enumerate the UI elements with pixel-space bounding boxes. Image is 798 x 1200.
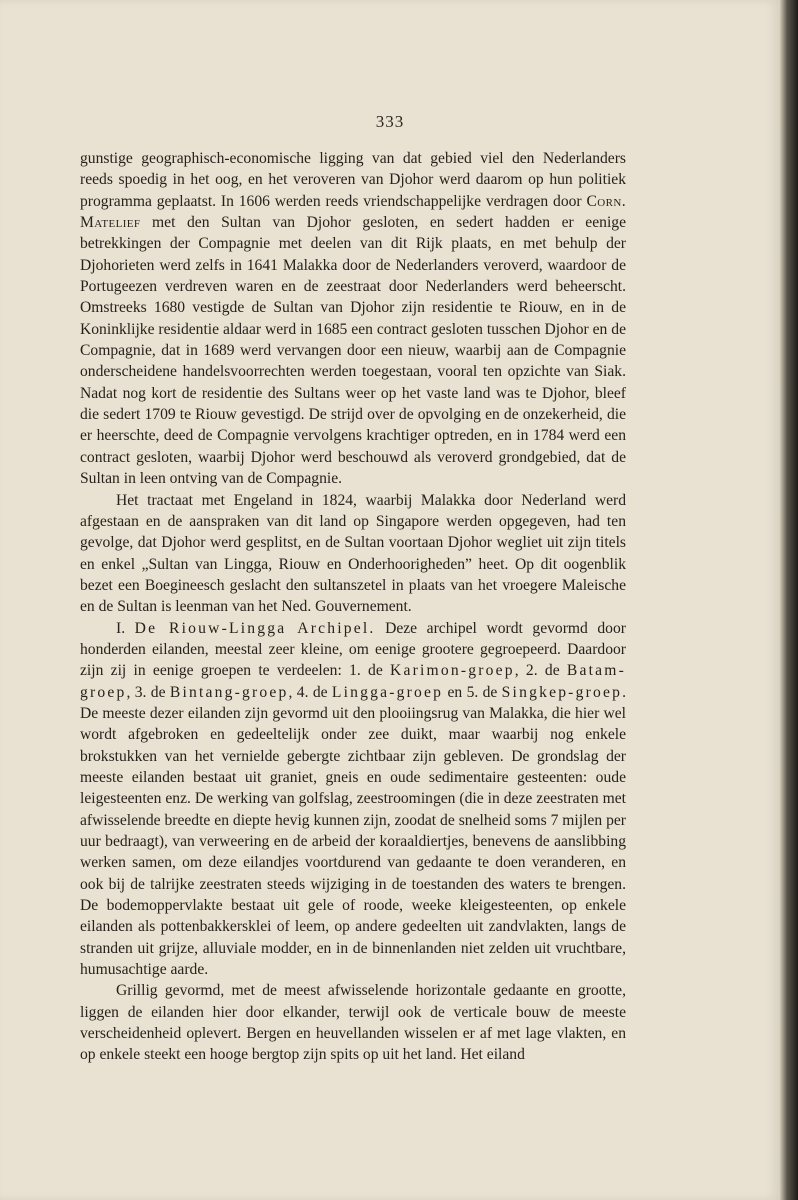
paragraph-2: Het tractaat met Engeland in 1824, waarbij Malakka door Nederland werd afgestaan en de aanspraken van dit land op Singapore werden opgegeven, had ten gevolge, dat Djohor werd gesplitst, en de Sultan voortaan Djohor wegliet uit zijn titels en enkel „Sultan van Lingga, Riouw en Onderhoorigheden” heet. Op dit oogenblik bezet een Boegineesch geslacht den sultanszetel in plaats van het vroegere Maleische en de Sultan is leenman van het Ned. Gouvernement. — [80, 491, 626, 616]
paragraph-3 — [80, 618, 626, 981]
p1-text-b: met den Sultan van Djohor gesloten, en sedert hadden er eenige betrekkingen der Compagnie met deelen van dit Rijk plaats, en met behulp der Djohorieten werd zelfs in 1641 Malakka door de Nederlanders veroverd, waardoor de Portugeezen verdreven waren en de zeestraat door Nederlanders werd beheerscht. Omstreeks 1680 vestigde de Sultan van Djohor zijn residentie te Riouw, en in de Koninklijke residentie aldaar werd in 1685 een contract gesloten tusschen Djohor en de Compagnie, dat in 1689 werd vervangen door een nieuw, waarbij aan de Compagnie onderscheidene handelsvoorrechten werden toegestaan, vooral ten opzichte van Siak. Nadat nog kort de residentie des Sultans weer op het vaste land was te Djohor, bleef die sedert 1709 te Riouw gevestigd. De strijd over de opvolging en de onzekerheid, die er heerschte, deed de Compagnie vervolgens krachtiger optreden, en in 1784 werd een contract gesloten, waarbij Djohor werd beschouwd als veroverd grondgebied, dat de Sultan in leen ontving van de Compagnie. — [80, 214, 626, 488]
p3-sep-1: , 2. de — [514, 662, 567, 680]
section-number: I. — [116, 619, 135, 637]
group-name-4: Lingga-groep — [331, 683, 444, 701]
group-name-5: Singkep-groep — [501, 683, 623, 701]
body-text — [80, 148, 626, 1066]
paragraph-1 — [80, 148, 626, 490]
section-heading: De Riouw-Lingga Archipel. — [134, 619, 376, 637]
p3-text-a: Deze archipel wordt gevormd door honderden eilanden, meestal zeer kleine, om eenige grootere gegroepeerd. Daardoor zijn zij in eenige groepen te verdeelen: 1. de — [80, 619, 626, 680]
p3-sep-4: en 5. de — [443, 683, 502, 701]
group-name-2: Batam-groep — [80, 662, 626, 701]
group-name-1: Karimon-groep — [390, 662, 515, 680]
paragraph-4: Grillig gevormd, met de meest afwisselende horizontale gedaante en grootte, liggen de eilanden hier door elkander, terwijl ook de verticale bouw de meeste verscheidenheid oplevert. Bergen en heuvellanden wisselen er af met lage vlakten, en op enkele steekt een hooge bergtop zijn spits op uit het land. Het eiland — [80, 982, 626, 1064]
p3-text-b: . De meeste dezer eilanden zijn gevormd uit den plooiingsrug van Malakka, die hier wel wordt afgebroken en gedeeltelijk onder zee duikt, maar waarbij nog enkele brokstukken van het vernielde gebergte zichtbaar zijn gebleven. De grondslag der meeste eilanden bestaat uit graniet, gneis en oude sedimentaire gesteenten: oude leigesteenten enz. De werking van golfslag, zeestroomingen (die in deze zeestraten met afwisselende breedte en diepte hevig kunnen zijn, zoodat de snelheid soms 7 mijlen per uur bedraagt), van verweering en de arbeid der koraaldiertjes, benevens de aanslibbing werken samen, om deze eilandjes voortdurend van gedaante te doen veranderen, en ook bij de talrijke zeestraten steeds wijziging in de toestanden des waters te brengen. De bodemoppervlakte bestaat uit gele of roode, weeke kleigesteenten, op enkele eilanden als pottenbakkersklei of leem, op andere gedeelten uit zandvlakten, langs de stranden uit grijze, alluviale modder, en in de binnenlanden niet zelden uit vruchtbare, humusachtige aarde. — [80, 683, 626, 979]
p1-text-a: gunstige geographisch-economische ligging van dat gebied viel den Nederlanders reeds spoedig in het oog, en het veroveren van Djohor werd daarom op hun politiek programma geplaatst. In 1606 werden reeds vriendschappelijke verdragen door — [80, 150, 626, 210]
p3-sep-2: , 3. de — [126, 683, 170, 701]
p3-sep-3: , 4. de — [288, 683, 332, 701]
book-spine-edge — [780, 0, 798, 1200]
group-name-3: Bintang-groep — [169, 683, 289, 701]
page-number: 333 — [375, 112, 405, 131]
person-name: Corn. Matelief — [80, 192, 626, 232]
